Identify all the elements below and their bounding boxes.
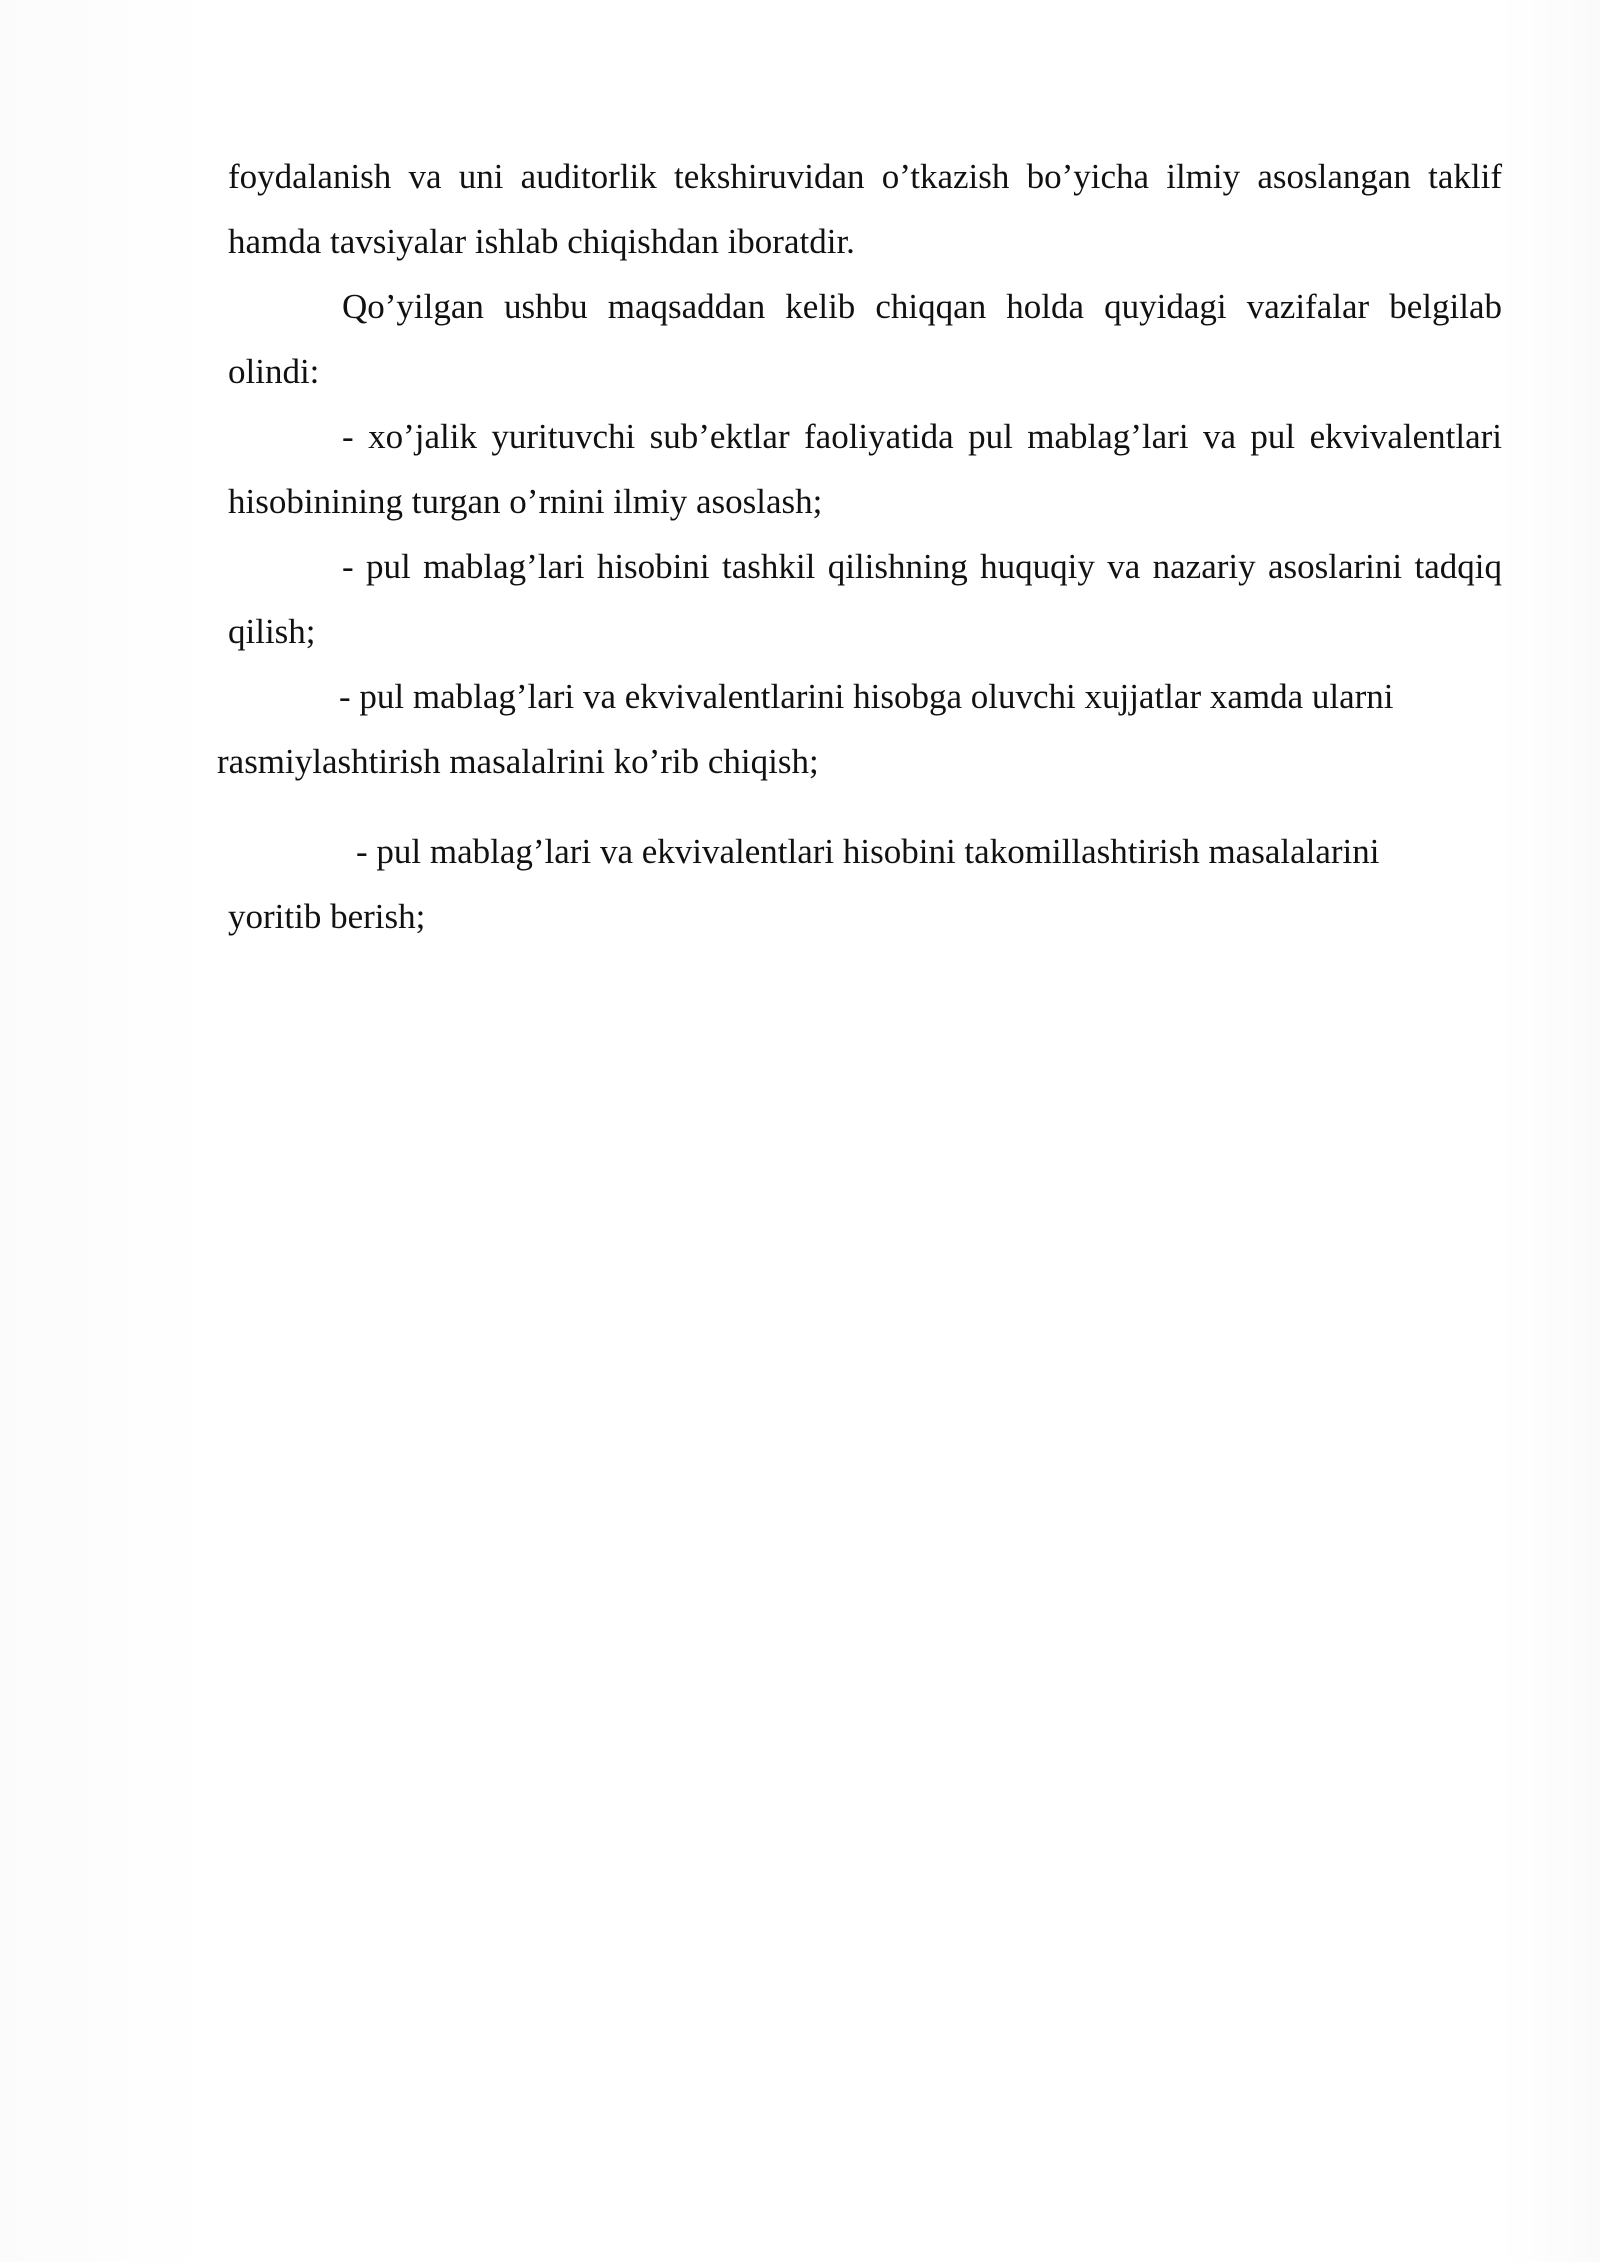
list-item-line: - pul mablag’lari va ekvivalentlarini hisobga oluvchi xujjatlar xamda ularni: [339, 677, 1394, 716]
paragraph-continuation: [228, 144, 1502, 274]
right-margin: [1500, 0, 1600, 2262]
left-margin: [0, 0, 210, 2262]
paragraph-objectives-intro: [228, 274, 1502, 404]
list-item-task-3: [217, 664, 1491, 794]
list-item-text: [228, 819, 1502, 949]
list-item-text: [217, 664, 1491, 794]
list-item-line: yoritib berish;: [228, 897, 426, 936]
list-item-task-2: [228, 534, 1502, 664]
paragraph-text: foydalanish va uni auditorlik tekshiruvidan o’tkazish bo’yicha ilmiy asoslangan taklif hamda tavsiyalar ishlab chiqishdan iboratdir.: [228, 157, 1502, 261]
list-item-task-4: [228, 819, 1502, 949]
list-item-line: rasmiylashtirish masalalrini ko’rib chiqish;: [217, 742, 819, 781]
list-item-text: - pul mablag’lari hisobini tashkil qilishning huquqiy va nazariy asoslarini tadqiq qilish;: [228, 547, 1502, 651]
list-item-line: - pul mablag’lari va ekvivalentlari hisobini takomillashtirish masalalarini: [356, 832, 1380, 871]
list-item-task-1: [228, 404, 1502, 534]
paragraph-text: Qo’yilgan ushbu maqsaddan kelib chiqqan holda quyidagi vazifalar belgilab olindi:: [228, 287, 1502, 391]
list-item-text: - xo’jalik yurituvchi sub’ektlar faoliyatida pul mablag’lari va pul ekvivalentlari hisobinining turgan o’rnini ilmiy asoslash;: [228, 417, 1502, 521]
